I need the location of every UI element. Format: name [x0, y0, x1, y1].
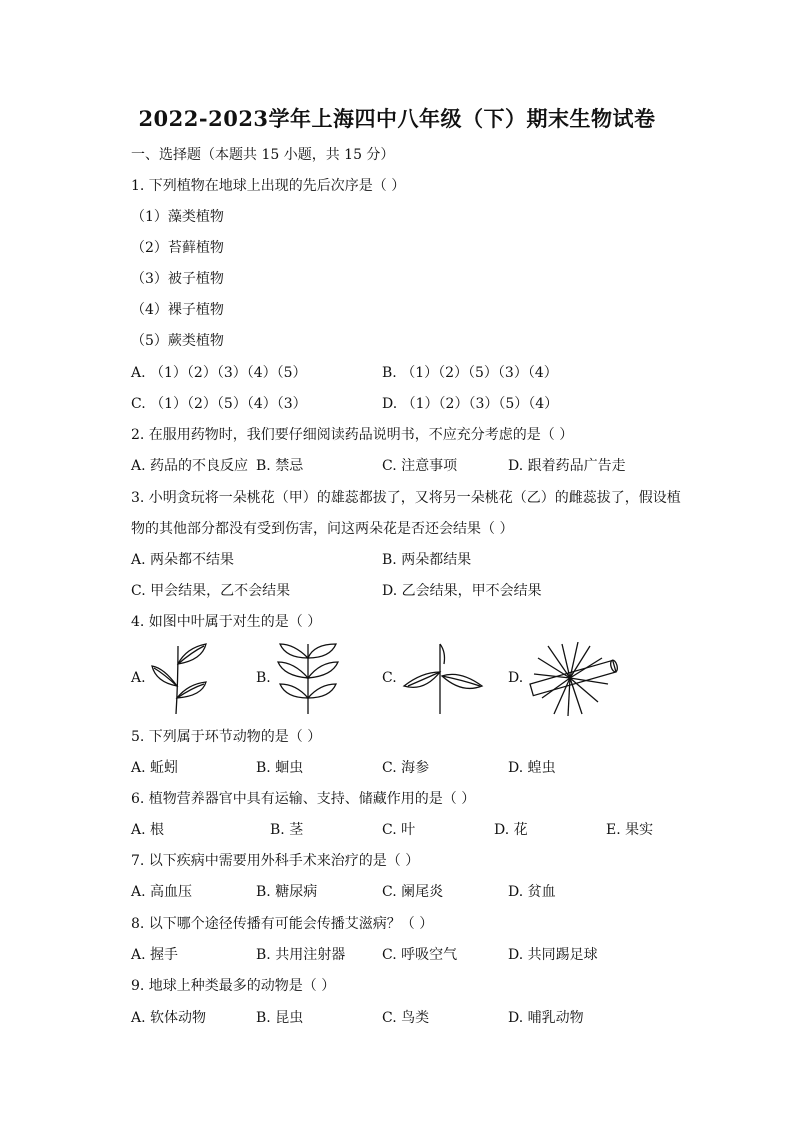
question-4-option-d[interactable]: D. [508, 670, 524, 686]
question-1-option-a[interactable]: A. （1）（2）（3）（4）（5） [131, 365, 307, 381]
question-6-option-e[interactable]: E. 果实 [606, 822, 654, 838]
question-8-stem: 8. 以下哪个途径传播有可能会传播艾滋病？（ ） [131, 916, 434, 932]
question-9-option-b[interactable]: B. 昆虫 [256, 1010, 304, 1026]
question-6-stem: 6. 植物营养器官中具有运输、支持、储藏作用的是（ ） [131, 791, 476, 807]
question-5-option-d[interactable]: D. 蝗虫 [508, 760, 556, 776]
leaf-diagram-c [400, 642, 486, 716]
question-3-option-b[interactable]: B. 两朵都结果 [382, 552, 472, 568]
question-8-option-b[interactable]: B. 共用注射器 [256, 947, 346, 963]
question-7-option-c[interactable]: C. 阑尾炎 [382, 884, 444, 900]
leaf-diagram-a [148, 642, 212, 716]
question-1-item-5: （5）蕨类植物 [131, 333, 224, 349]
question-6-option-b[interactable]: B. 茎 [270, 822, 304, 838]
question-2-option-b[interactable]: B. 禁忌 [256, 458, 304, 474]
question-1-option-d[interactable]: D. （1）（2）（3）（5）（4） [382, 396, 559, 412]
question-3-stem-line-2: 物的其他部分都没有受到伤害，问这两朵花是否还会结果（ ） [131, 521, 514, 537]
question-4-option-a[interactable]: A. [131, 670, 146, 686]
question-5-stem: 5. 下列属于环节动物的是（ ） [131, 729, 322, 745]
question-9-option-a[interactable]: A. 软体动物 [131, 1010, 207, 1026]
question-5-option-a[interactable]: A. 蚯蚓 [131, 760, 179, 776]
question-4-option-c[interactable]: C. [382, 670, 397, 686]
question-3-stem-line-1: 3. 小明贪玩将一朵桃花（甲）的雄蕊都拔了，又将另一朵桃花（乙）的雌蕊拔了，假设植 [131, 490, 681, 506]
question-3-option-c[interactable]: C. 甲会结果，乙不会结果 [131, 583, 291, 599]
question-8-option-d[interactable]: D. 共同踢足球 [508, 947, 598, 963]
question-6-option-a[interactable]: A. 根 [131, 822, 165, 838]
question-2-option-d[interactable]: D. 跟着药品广告走 [508, 458, 626, 474]
question-5-option-c[interactable]: C. 海参 [382, 760, 430, 776]
question-9-option-c[interactable]: C. 鸟类 [382, 1010, 430, 1026]
question-1-item-1: （1）藻类植物 [131, 209, 224, 225]
question-2-stem: 2. 在服用药物时，我们要仔细阅读药品说明书，不应充分考虑的是（ ） [131, 427, 574, 443]
section-heading: 一、选择题（本题共 15 小题，共 15 分） [131, 147, 395, 163]
question-8-option-a[interactable]: A. 握手 [131, 947, 179, 963]
question-4-stem: 4. 如图中叶属于对生的是（ ） [131, 614, 322, 630]
question-7-option-a[interactable]: A. 高血压 [131, 884, 193, 900]
question-1-item-2: （2）苔藓植物 [131, 240, 224, 256]
leaf-diagram-d [528, 642, 618, 718]
question-3-option-a[interactable]: A. 两朵都不结果 [131, 552, 235, 568]
question-1-stem: 1. 下列植物在地球上出现的先后次序是（ ） [131, 178, 406, 194]
question-5-option-b[interactable]: B. 蛔虫 [256, 760, 304, 776]
question-7-stem: 7. 以下疾病中需要用外科手术来治疗的是（ ） [131, 853, 420, 869]
question-6-option-d[interactable]: D. 花 [494, 822, 528, 838]
question-7-option-d[interactable]: D. 贫血 [508, 884, 556, 900]
question-1-item-4: （4）裸子植物 [131, 302, 224, 318]
question-9-stem: 9. 地球上种类最多的动物是（ ） [131, 978, 336, 994]
question-7-option-b[interactable]: B. 糖尿病 [256, 884, 318, 900]
leaf-diagram-b [274, 642, 342, 716]
question-1-item-3: （3）被子植物 [131, 271, 224, 287]
question-2-option-c[interactable]: C. 注意事项 [382, 458, 458, 474]
exam-title: 2022-2023学年上海四中八年级（下）期末生物试卷 [138, 106, 656, 131]
question-6-option-c[interactable]: C. 叶 [382, 822, 416, 838]
question-2-option-a[interactable]: A. 药品的不良反应 [131, 458, 249, 474]
question-4-option-b[interactable]: B. [256, 670, 271, 686]
question-3-option-d[interactable]: D. 乙会结果，甲不会结果 [382, 583, 542, 599]
question-9-option-d[interactable]: D. 哺乳动物 [508, 1010, 584, 1026]
question-1-option-c[interactable]: C. （1）（2）（5）（4）（3） [131, 396, 307, 412]
question-1-option-b[interactable]: B. （1）（2）（5）（3）（4） [382, 365, 558, 381]
question-8-option-c[interactable]: C. 呼吸空气 [382, 947, 458, 963]
